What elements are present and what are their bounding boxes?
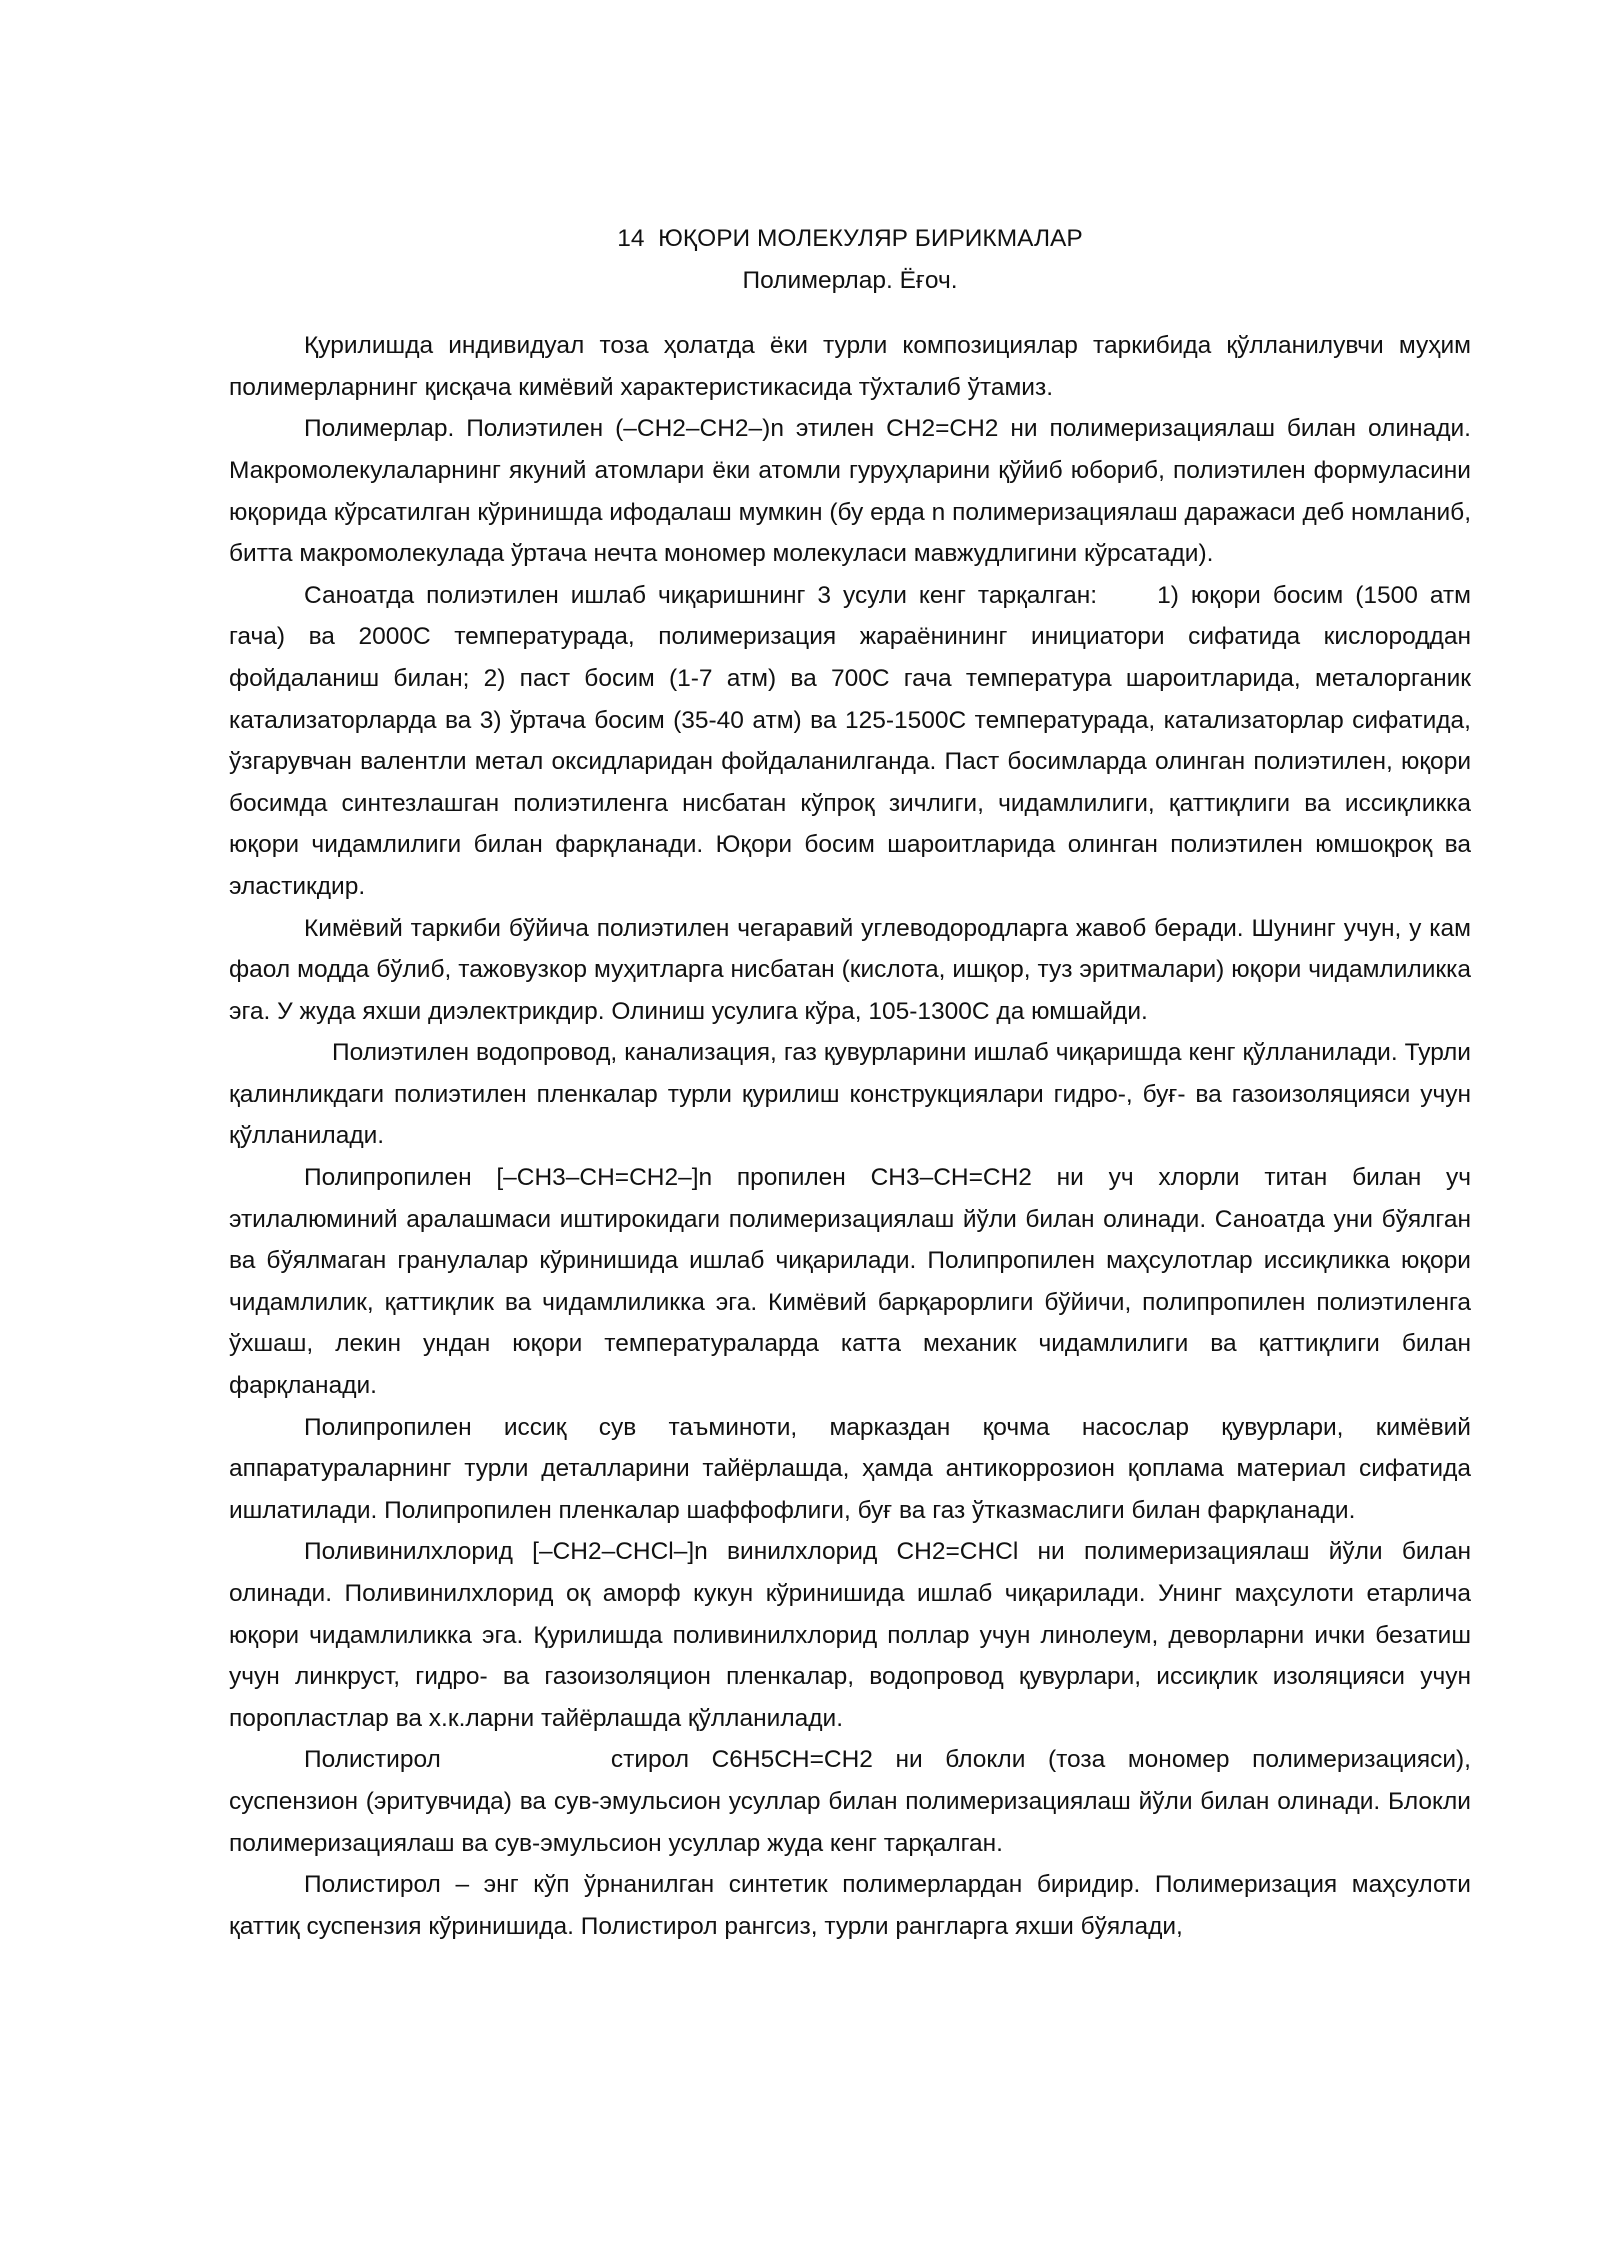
paragraph-polyethylene-chemistry: Кимёвий таркиби бўйича полиэтилен чегаравий углеводородларга жавоб беради. Шунинг учун, у кам фаол модда бўлиб, тажовузкор муҳитларга нисбатан (кислота, ишқор, туз эритмалари) юқори чидамлиликка эга. У жуда яхши диэлектрикдир. Олиниш усулига кўра, 105-1300С да юмшайди. bbox=[229, 914, 1471, 1025]
paragraph-polystyrene-rest: стирол С6Н5СН=СН2 ни блокли (тоза мономер полимеризацияси), суспензион (эритувчида) ва сув-эмульсион усуллар билан полимеризациялаш йўли билан олинади. Блокли полимеризациялаш ва сув-эмульсион усуллар жуда кенг тарқалган. bbox=[229, 1746, 1471, 1857]
paragraph-intro: Қурилишда индивидуал тоза ҳолатда ёки турли композициялар таркибида қўлланилувчи муҳим полимерларнинг қисқача кимёвий характеристикасида тўхталиб ўтамиз. bbox=[229, 332, 1471, 401]
paragraph-polyethylene: Полимерлар. Полиэтилен (–СН2–СН2–)n этилен СН2=СН2 ни полимеризациялаш билан олинади. Макромолекулаларнинг якуний атомлари ёки атомли гуруҳларини қўйиб юбориб, полиэтилен формуласини юқорида кўрсатилган кўринишда ифодалаш мумкин (бу ерда n полимеризациялаш даражаси деб номланиб, битта макромолекулада ўртача нечта мономер молекуласи мавжудлигини кўрсатади). bbox=[229, 415, 1471, 568]
title-block bbox=[229, 218, 1471, 301]
paragraph-polyethylene-production-rest: 1) юқори босим (1500 атм гача) ва 2000С температурада, полимеризация жараёнининг инициатори сифатида кислороддан фойдаланиш билан; 2) паст босим (1-7 атм) ва 700С гача температура шароитларида, металорганик катализаторларда ва 3) ўртача босим (35-40 атм) ва 125-1500С температурада, катализаторлар сифатида, ўзгарувчан валентли метал оксидларидан фойдаланилганда. Паст босимларда олинган полиэтилен, юқори босимда синтезлашган полиэтиленга нисбатан кўпроқ зичлиги, чидамлилиги, қаттиқлиги ва иссиқликка юқори чидамлилиги билан фарқланади. Юқори босим шароитларида олинган полиэтилен юмшоқроқ ва эластикдир. bbox=[229, 581, 1471, 900]
document-subtitle: Полимерлар. Ёғоч. bbox=[742, 266, 958, 294]
paragraph-polypropylene-use: Полипропилен иссиқ сув таъминоти, марказдан қочма насослар қувурлари, кимёвий аппаратураларнинг турли деталларини тайёрлашда, ҳамда антикоррозион қоплама материал сифатида ишлатилади. Полипропилен пленкалар шаффофлиги, буғ ва газ ўтказмаслиги билан фарқланади. bbox=[229, 1413, 1471, 1524]
paragraph-polystyrene-lead: Полистирол bbox=[304, 1746, 441, 1774]
paragraph-polystyrene-properties: Полистирол – энг кўп ўрнанилган синтетик полимерлардан биридир. Полимеризация маҳсулоти қаттиқ суспензия кўринишида. Полистирол рангсиз, турли рангларга яхши бўялади, bbox=[229, 1871, 1471, 1940]
paragraph-polystyrene bbox=[229, 1739, 1471, 1864]
document-title: 14 ЮҚОРИ МОЛЕКУЛЯР БИРИКМАЛАР bbox=[617, 225, 1083, 252]
paragraph-polyethylene-production bbox=[229, 575, 1471, 908]
paragraph-polyethylene-use: Полиэтилен водопровод, канализация, газ қувурларини ишлаб чиқаришда кенг қўлланилади. Турли қалинликдаги полиэтилен пленкалар турли қурилиш конструкциялари гидро-, буғ- ва газоизоляцияси учун қўлланилади. bbox=[229, 1039, 1471, 1150]
paragraph-polyethylene-production-lead: Саноатда полиэтилен ишлаб чиқаришнинг 3 усули кенг тарқалган: bbox=[304, 581, 1098, 609]
document-body bbox=[229, 218, 1471, 1947]
paragraph-polypropylene: Полипропилен [–СН3–СН=СН2–]n пропилен СН3–СН=СН2 ни уч хлорли титан билан уч этилалюминий аралашмаси иштирокидаги полимеризациялаш йўли билан олинади. Саноатда уни бўялган ва бўялмаган гранулалар кўринишида ишлаб чиқарилади. Полипропилен маҳсулотлар иссиқликка юқори чидамлилик, қаттиқлик ва чидамлиликка эга. Кимёвий барқарорлиги бўйичи, полипропилен полиэтиленга ўхшаш, лекин ундан юқори температураларда катта механик чидамлилиги ва қаттиқлиги билан фарқланади. bbox=[229, 1164, 1471, 1400]
paragraph-pvc: Поливинилхлорид [–СН2–СНСl–]n винилхлорид СН2=СНСl ни полимеризациялаш йўли билан олинади. Поливинилхлорид оқ аморф кукун кўринишида ишлаб чиқарилади. Унинг маҳсулоти етарлича юқори чидамлиликка эга. Қурилишда поливинилхлорид поллар учун линолеум, деворларни ички безатиш учун линкруст, гидро- ва газоизоляцион пленкалар, водопровод қувурлари, иссиқлик изоляцияси учун поропластлар ва х.к.ларни тайёрлашда қўлланилади. bbox=[229, 1538, 1471, 1732]
